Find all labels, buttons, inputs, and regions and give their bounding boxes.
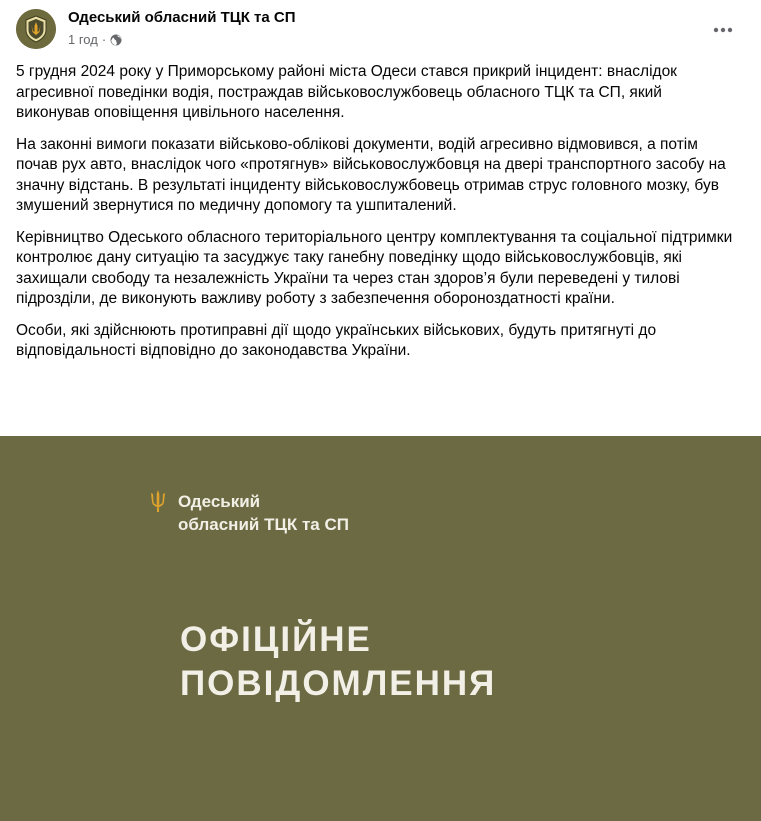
more-horizontal-icon xyxy=(713,27,733,33)
meta-separator: · xyxy=(101,32,107,47)
more-options-button[interactable] xyxy=(705,12,741,48)
post-image[interactable] xyxy=(0,436,761,821)
page-name-link[interactable]: Одеський обласний ТЦК та СП xyxy=(68,9,296,26)
post-text xyxy=(16,62,736,373)
headline-line-1: ОФІЦІЙНЕ xyxy=(180,620,372,659)
post-paragraph: Особи, які здійснюють протиправні дії щодо українських військових, будуть притягнуті до відповідальності відповідно до законодавства України. xyxy=(16,321,657,359)
post-paragraph: На законні вимоги показати військово-облікові документи, водій агресивно відмовився, а потім почав рух авто, внаслідок чого «протягнув» військовослужбовця на двері транспортного засобу на значну відстань. В результаті інциденту військовослужбовець отримав струс головного мозку, був змушений звернутися по медичну допомогу та ушпиталений. xyxy=(16,135,726,214)
image-headline xyxy=(180,618,496,706)
brand-line-1: Одеський xyxy=(178,492,261,511)
trident-icon xyxy=(150,490,166,512)
brand-line-2: обласний ТЦК та СП xyxy=(178,515,349,534)
headline-line-2: ПОВІДОМЛЕННЯ xyxy=(180,664,497,703)
post-meta xyxy=(68,32,122,47)
post-header xyxy=(0,0,761,60)
image-brand xyxy=(150,490,349,536)
post-time[interactable]: 1 год xyxy=(68,32,98,47)
post-paragraph: Керівництво Одеського обласного територіального центру комплектування та соціальної підтримки контролює дану ситуацію та засуджує таку ганебну поведінку щодо військовослужбовців, які захищали свободу та незалежність України та через стан здоров’я були переведені у тилові підрозділи, де виконують важливу роботу з забезпечення обороноздатності країни. xyxy=(16,228,733,307)
page-avatar[interactable] xyxy=(16,9,56,49)
globe-icon[interactable] xyxy=(110,34,122,46)
emblem-shield-icon xyxy=(16,9,56,49)
post-paragraph: 5 грудня 2024 року у Приморському районі міста Одеси стався прикрий інцидент: внаслідок агресивної поведінки водія, постраждав військовослужбовець обласного ТЦК та СП, який виконував оповіщення цивільного населення. xyxy=(16,63,677,121)
brand-text xyxy=(178,490,349,536)
